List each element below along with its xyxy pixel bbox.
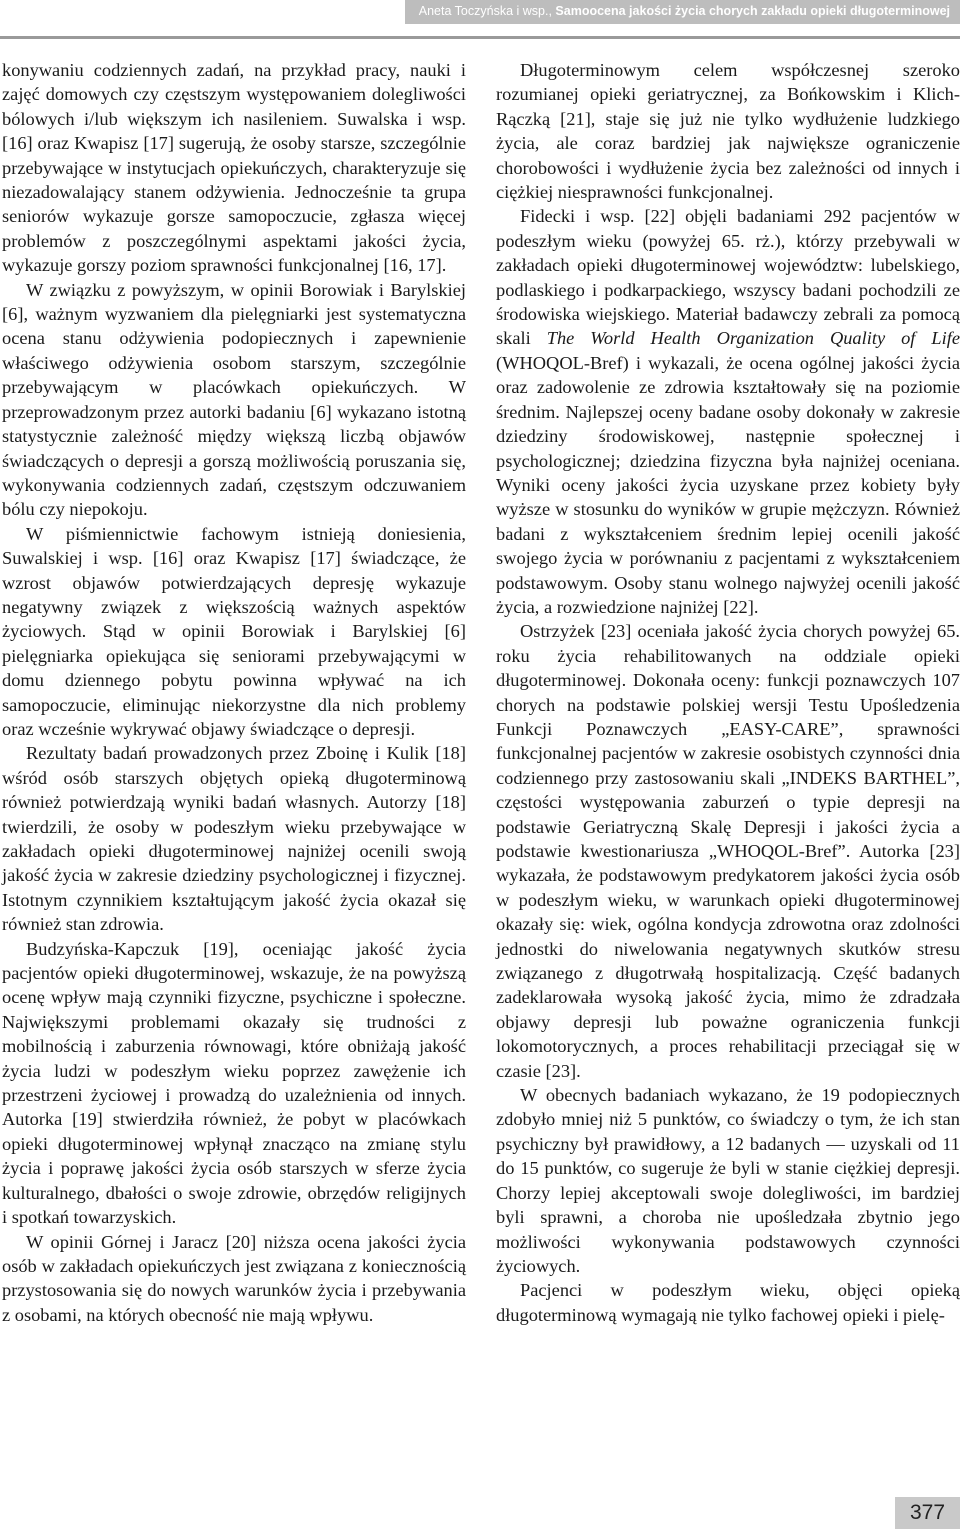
header-separator: , bbox=[548, 4, 552, 18]
paragraph: W piśmiennictwie fachowym istnieją doniesienia, Suwalskiej i wsp. [16] oraz Kwapisz [17] świadczące, że wzrost objawów potwierdzających depresję wykazuje negatywny związek z większością ważnych aspektów życiowych. Stąd w opinii Borowiak i Barylskiej [6] pielęgniarka opiekująca się seniorami przebywającymi w domu dziennego pobytu powinna wpływać na ich samopoczucie, eliminując niekorzystne dla nich problemy oraz wcześnie wykrywać objawy świadczące o depresji. bbox=[2, 523, 466, 739]
right-column bbox=[496, 58, 960, 1327]
paragraph: Rezultaty badań prowadzonych przez Zboinę i Kulik [18] wśród osób starszych objętych opieką długoterminową również potwierdzają wyniki badań własnych. Autorzy [18] twierdzili, że osoby w podeszłym wieku przebywające w zakładach opieki długoterminowej najniżej ocenili swoją jakość życia w zakresie dziedziny psychologicznej i fizycznej. Istotnym czynnikiem kształtującym jakość życia okazał się również stan zdrowia. bbox=[2, 743, 466, 935]
paragraph-text: Fidecki i wsp. [22] objęli badaniami 292 pacjentów w podeszłym wieku (powyżej 65. rż.), którzy przebywali w zakładach opieki długoterminowej województw: lubelskiego, podlaskiego i podkarpackiego, wszyscy badani pochodzili ze środowiska wiejskiego. Materiał badawczy zebrali za pomocą skali bbox=[496, 206, 960, 349]
header-authors: Aneta Toczyńska i wsp. bbox=[418, 4, 549, 18]
running-header bbox=[405, 0, 960, 24]
paragraph: W opinii Górnej i Jaracz [20] niższa ocena jakości życia osób w zakładach opiekuńczych jest związana z koniecznością przystosowania się do nowych warunków życia i przebywania z osobami, na których obecność nie mają wpływu. bbox=[2, 1231, 466, 1325]
left-column bbox=[2, 58, 466, 1327]
paragraph: konywaniu codziennych zadań, na przykład pracy, nauki i zajęć domowych czy częstszym występowaniem dolegliwości bólowych i/lub większym ich nasileniem. Suwalska i wsp. [16] oraz Kwapisz [17] sugerują, że osoby starsze, szczególnie przebywające w instytucjach opiekuńczych, charakteryzuje się niezadowalający stanem odżywienia. Jednocześnie ta grupa seniorów wykazuje gorsze samopoczucie, zgłasza więcej problemów z poszczególnymi aspektami jakości życia, wykazuje gorszy poziom sprawności funkcjonalnej [16, 17]. bbox=[2, 60, 466, 276]
paragraph: Długoterminowym celem współczesnej szeroko rozumianej opieki geriatrycznej, za Bońkowskim i Klich-Rączką [21], staje się już nie tylko wydłużenie ludzkiego życia, ale coraz bardziej jak największe ograniczenie chorobowości i wydłużenie życia bez zależności od innych i ciężkiej niesprawności funkcjonalnej. bbox=[496, 60, 960, 203]
header-article-title: Samoocena jakości życia chorych zakładu opieki długoterminowej bbox=[555, 4, 950, 18]
page-number: 377 bbox=[895, 1497, 960, 1529]
paragraph: Pacjenci w podeszłym wieku, objęci opieką długoterminową wymagają nie tylko fachowej opieki i pielę- bbox=[496, 1280, 960, 1325]
paragraph: Ostrzyżek [23] oceniała jakość życia chorych powyżej 65. roku życia rehabilitowanych na oddziale opieki długoterminowej. Dokonała oceny: funkcji poznawczych 107 chorych na podstawie polskiej wersji Testu Upośledzenia Funkcji Poznawczych „EASY-CARE”, sprawności funkcjonalnej pacjentów w zakresie osobistych czynności dnia codziennego przy zastosowaniu skali „INDEKS BARTHEL”, częstości występowania zaburzeń o typie depresji na podstawie Geriatryczną Skalę Depresji i jakości życia a podstawie kwestionariusza „WHOQOL-Bref”. Autorka [23] wykazała, że podstawowym predykatorem jakości życia osób w podeszłym wieku, w warunkach opieki długoterminowej okazały się: wiek, ogólna kondycja zdrowotna oraz zdolności jednostki do niwelowania negatywnych skutków stresu związanego z długotrwałą hospitalizacją. Część badanych zadeklarowała wysoką jakość życia, mimo że zdradzała objawy depresji lub poważne ograniczenia funkcji lokomotorycznych, a proces rehabilitacji przeciągał się w czasie [23]. bbox=[496, 621, 960, 1081]
paragraph bbox=[496, 204, 960, 619]
paragraph: W obecnych badaniach wykazano, że 19 podopiecznych zdobyło mniej niż 5 punktów, co świadczy o tym, że ich stan psychiczny był prawidłowy, a 12 badanych — uzyskali od 11 do 15 punktów, co sugeruje że byli w stanie ciężkiej depresji. Chorzy lepiej akceptowali swoje dolegliwości, im bardziej byli sprawni, a choroba nie upośledzała zbytnio jego możliwości wykonywania podstawowych czynności życiowych. bbox=[496, 1085, 960, 1276]
paragraph: W związku z powyższym, w opinii Borowiak i Barylskiej [6], ważnym wyzwaniem dla pielęgniarki jest systematyczna ocena stanu odżywienia podopiecznych i zapewnienie właściwego odżywienia osobom starszym, szczególnie przebywającym w placówkach opiekuńczych. W przeprowadzonym przez autorki badaniu [6] wykazano istotną statystycznie zależność między większą liczbą objawów świadczących o depresji a gorszą możliwością poruszania się, wykonywania codziennych zadań, częstszym odczuwaniem bólu czy niepokoju. bbox=[2, 279, 466, 520]
paragraph-text: (WHOQOL-Bref) i wykazali, że ocena ogólnej jakości życia oraz zadowolenie ze zdrowia kształtowały się na poziomie średnim. Najlepszej oceny badane osoby dokonały w zakresie dziedziny środowiskowej, następnie społecznej i psychologicznej; dziedzina fizyczna była najniżej oceniana. Wyniki oceny jakości życia uzyskane przez kobiety były wyższe w stosunku do wyników w grupie mężczyzn. Również badani z wykształceniem średnim lepiej ocenili jakość swojego życia w porównaniu z pacjentami z wykształceniem podstawowym. Osoby stanu wolnego najwyżej ocenili jakość życia, a rozwiedzione najniżej [22]. bbox=[496, 352, 960, 617]
paragraph: Budzyńska-Kapczuk [19], oceniając jakość życia pacjentów opieki długoterminowej, wskazuje, że na powyższą ocenę wpływ mają czynniki fizyczne, psychiczne i społeczne. Największymi problemami okazały się trudności z mobilnością i zaburzenia równowagi, które obniżają jakość życia ludzi w podeszłym wieku poprzez zawężenie ich przestrzeni życiowej i prowadzą do uzależnienia od innych. Autorka [19] stwierdziła również, że pobyt w placówkach opieki długoterminowej wpłynął znacząco na zmianę stylu życia i poprawę jakości życia osób starszych w sferze życia kulturalnego, dbałości o swoje zdrowie, obrzędów religijnych i spotkań towarzyskich. bbox=[2, 938, 466, 1228]
header-rule bbox=[0, 36, 960, 39]
instrument-name-italic: The World Health Organization Quality of Life bbox=[546, 328, 960, 349]
